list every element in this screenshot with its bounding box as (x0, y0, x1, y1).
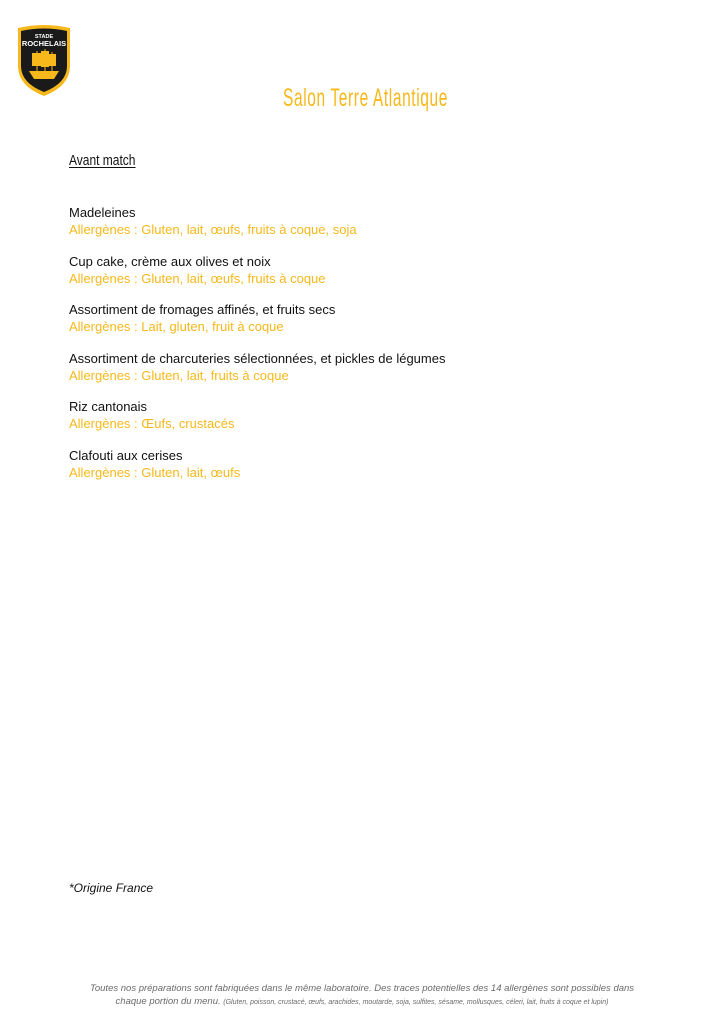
dish-name: Clafouti aux cerises (69, 447, 183, 463)
menu-item (69, 204, 669, 253)
origin-note: *Origine France (69, 881, 154, 895)
page-title: Salon Terre Atlantique (283, 84, 449, 112)
dish-allergens: Allergènes : Gluten, lait, œufs, fruits à coque, soja (69, 222, 357, 237)
dish-allergens: Allergènes : Gluten, lait, œufs, fruits à coque (69, 270, 326, 286)
menu-item (69, 447, 669, 496)
menu-item (69, 301, 669, 350)
allergen-disclaimer (60, 982, 664, 1009)
disclaimer-line-2-main: chaque portion du menu. (115, 996, 221, 1007)
menu-list (69, 204, 669, 495)
dish-name: Assortiment de charcuteries sélectionnées, et pickles de légumes (69, 350, 446, 366)
disclaimer-line-2 (60, 995, 664, 1009)
menu-item (69, 350, 669, 399)
dish-name: Cup cake, crème aux olives et noix (69, 253, 271, 269)
dish-allergens: Allergènes : Lait, gluten, fruit à coque (69, 319, 284, 334)
dish-name: Assortiment de fromages affinés, et fruits secs (69, 302, 336, 317)
svg-text:STADE: STADE (34, 34, 54, 40)
menu-item (69, 398, 669, 447)
dish-allergens: Allergènes : Gluten, lait, œufs (69, 464, 241, 480)
allergen-list: (Gluten, poisson, crustacé, œufs, arachides, moutarde, soja, sulfites, sésame, mollusques, céleri, lait, fruits à coque et lupin) (223, 999, 609, 1006)
disclaimer-line-1: Toutes nos préparations sont fabriquées dans le même laboratoire. Des traces potentielles des 14 allergènes sont possibles dans (89, 983, 635, 994)
svg-text:ROCHELAIS: ROCHELAIS (21, 39, 67, 48)
menu-item (69, 253, 669, 302)
stade-rochelais-logo (14, 22, 74, 98)
dish-allergens: Allergènes : Gluten, lait, fruits à coque (69, 367, 289, 383)
dish-name: Riz cantonais (69, 399, 148, 414)
section-heading: Avant match (69, 152, 136, 169)
dish-name: Madeleines (69, 205, 136, 220)
dish-allergens: Allergènes : Œufs, crustacés (69, 416, 235, 431)
